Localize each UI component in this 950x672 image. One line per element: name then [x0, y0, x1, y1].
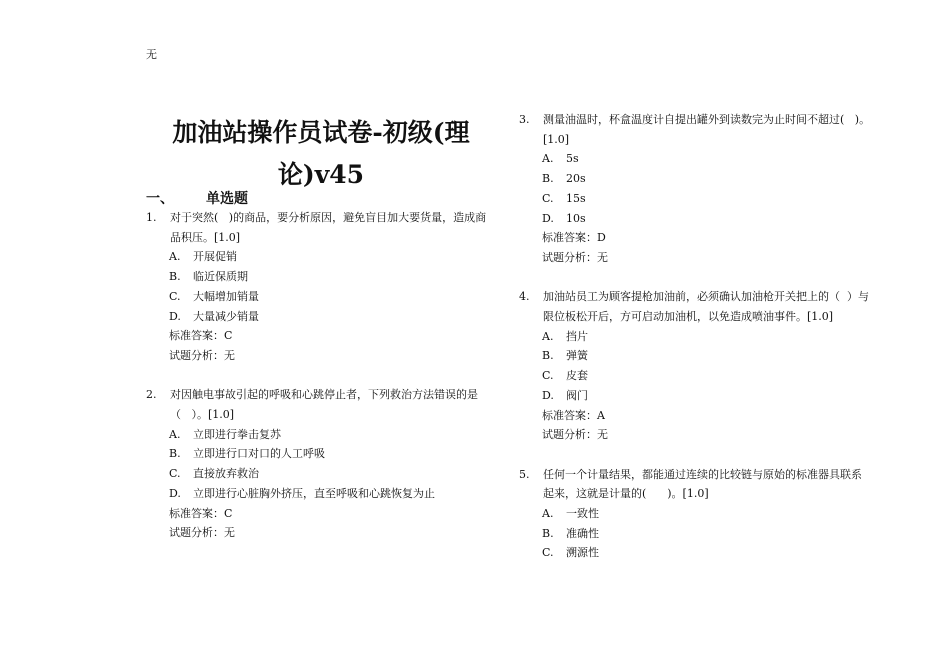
- option-letter: C.: [542, 369, 554, 383]
- answer-option: [519, 169, 871, 189]
- option-letter: D.: [169, 309, 181, 323]
- section-heading: [146, 188, 248, 208]
- option-letter: D.: [169, 486, 181, 500]
- answer-option: [146, 484, 496, 504]
- option-letter: A.: [169, 427, 181, 441]
- question-text: 对于突然( )的商品，要分析原因，避免盲目加大要货量，造成商品积压。[1.0]: [170, 211, 487, 244]
- option-text: 开展促销: [193, 250, 237, 264]
- option-text: 皮套: [566, 369, 588, 383]
- section-number: 一、: [146, 191, 174, 207]
- option-text: 直接放弃救治: [193, 467, 259, 481]
- option-letter: B.: [169, 270, 181, 284]
- answer-option: [519, 504, 871, 524]
- option-text: 5s: [566, 152, 579, 166]
- option-letter: B.: [542, 172, 554, 186]
- option-letter: B.: [169, 447, 181, 461]
- option-text: 大量减少销量: [193, 309, 259, 323]
- option-letter: B.: [542, 526, 554, 540]
- answer-option: [519, 524, 871, 544]
- answer-option: [519, 209, 871, 229]
- option-text: 大幅增加销量: [193, 289, 259, 303]
- answer-option: [519, 386, 871, 406]
- answer-option: [146, 464, 496, 484]
- standard-answer: 标准答案：C: [169, 506, 233, 520]
- question-text: 加油站员工为顾客提枪加油前，必须确认加油枪开关把上的（ ）与限位板松开后，方可启动加油机，以免造成喷油事件。[1.0]: [543, 290, 869, 324]
- answer-option: [519, 149, 871, 169]
- option-text: 10s: [566, 211, 586, 225]
- answer-option: [146, 247, 496, 267]
- question-number: 3.: [519, 113, 530, 126]
- question-item: [146, 385, 496, 543]
- question-text: 任何一个计量结果，都能通过连续的比较链与原始的标准器具联系起来，这就是计量的( )。[1.0]: [543, 467, 862, 501]
- option-text: 准确性: [566, 526, 599, 540]
- question-analysis: 试题分析：无: [169, 526, 235, 540]
- option-letter: B.: [542, 349, 554, 363]
- question-text: 测量油温时，杯盒温度计自提出罐外到读数完为止时间不超过( )。[1.0]: [543, 113, 871, 146]
- question-item: [519, 110, 871, 268]
- option-text: 弹簧: [566, 349, 588, 363]
- question-number: 5.: [519, 467, 530, 481]
- option-text: 一致性: [566, 507, 599, 521]
- question-stem: [146, 385, 496, 424]
- standard-answer: 标准答案：A: [542, 408, 605, 422]
- standard-answer: 标准答案：D: [542, 231, 606, 245]
- question-stem: [519, 110, 871, 149]
- question-number: 1.: [146, 211, 157, 224]
- answer-option: [519, 366, 871, 386]
- option-letter: A.: [542, 329, 554, 343]
- option-letter: A.: [169, 250, 181, 264]
- answer-option: [146, 425, 496, 445]
- option-letter: C.: [169, 467, 181, 481]
- header-note: 无: [146, 48, 157, 61]
- question-item: [519, 287, 871, 445]
- option-letter: C.: [542, 191, 554, 205]
- option-text: 20s: [566, 172, 586, 186]
- question-stem: [519, 465, 871, 504]
- answer-option: [146, 307, 496, 327]
- answer-option: [146, 444, 496, 464]
- question-analysis: 试题分析：无: [542, 428, 608, 442]
- option-letter: D.: [542, 211, 554, 225]
- option-text: 15s: [566, 191, 586, 205]
- document-title: 加油站操作员试卷-初级(理论)v45: [172, 118, 470, 189]
- question-stem: [519, 287, 871, 326]
- option-text: 立即进行心脏胸外挤压，直至呼吸和心跳恢复为止: [193, 486, 435, 500]
- option-letter: D.: [542, 388, 554, 402]
- answer-option: [519, 189, 871, 209]
- standard-answer: 标准答案：C: [169, 329, 233, 343]
- option-letter: A.: [542, 152, 554, 166]
- option-text: 临近保质期: [193, 270, 248, 284]
- left-column: [146, 208, 496, 563]
- question-number: 4.: [519, 290, 530, 304]
- question-text: 对因触电事故引起的呼吸和心跳停止者，下列救治方法错误的是（ ）。[1.0]: [170, 388, 478, 422]
- answer-option: [146, 287, 496, 307]
- option-text: 溯源性: [566, 546, 599, 560]
- question-item: [519, 465, 871, 564]
- answer-option: [146, 267, 496, 287]
- answer-option: [519, 346, 871, 366]
- option-text: 立即进行拳击复苏: [193, 427, 281, 441]
- question-stem: [146, 208, 496, 247]
- question-number: 2.: [146, 388, 157, 402]
- answer-option: [519, 543, 871, 563]
- option-letter: C.: [169, 289, 181, 303]
- option-text: 立即进行口对口的人工呼吸: [193, 447, 325, 461]
- section-label: 单选题: [206, 191, 248, 207]
- answer-option: [519, 327, 871, 347]
- question-analysis: 试题分析：无: [542, 250, 608, 264]
- question-analysis: 试题分析：无: [169, 348, 235, 362]
- question-item: [146, 208, 496, 366]
- option-letter: C.: [542, 546, 554, 560]
- option-letter: A.: [542, 507, 554, 521]
- option-text: 阀门: [566, 388, 588, 402]
- option-text: 挡片: [566, 329, 588, 343]
- right-column: [519, 110, 871, 583]
